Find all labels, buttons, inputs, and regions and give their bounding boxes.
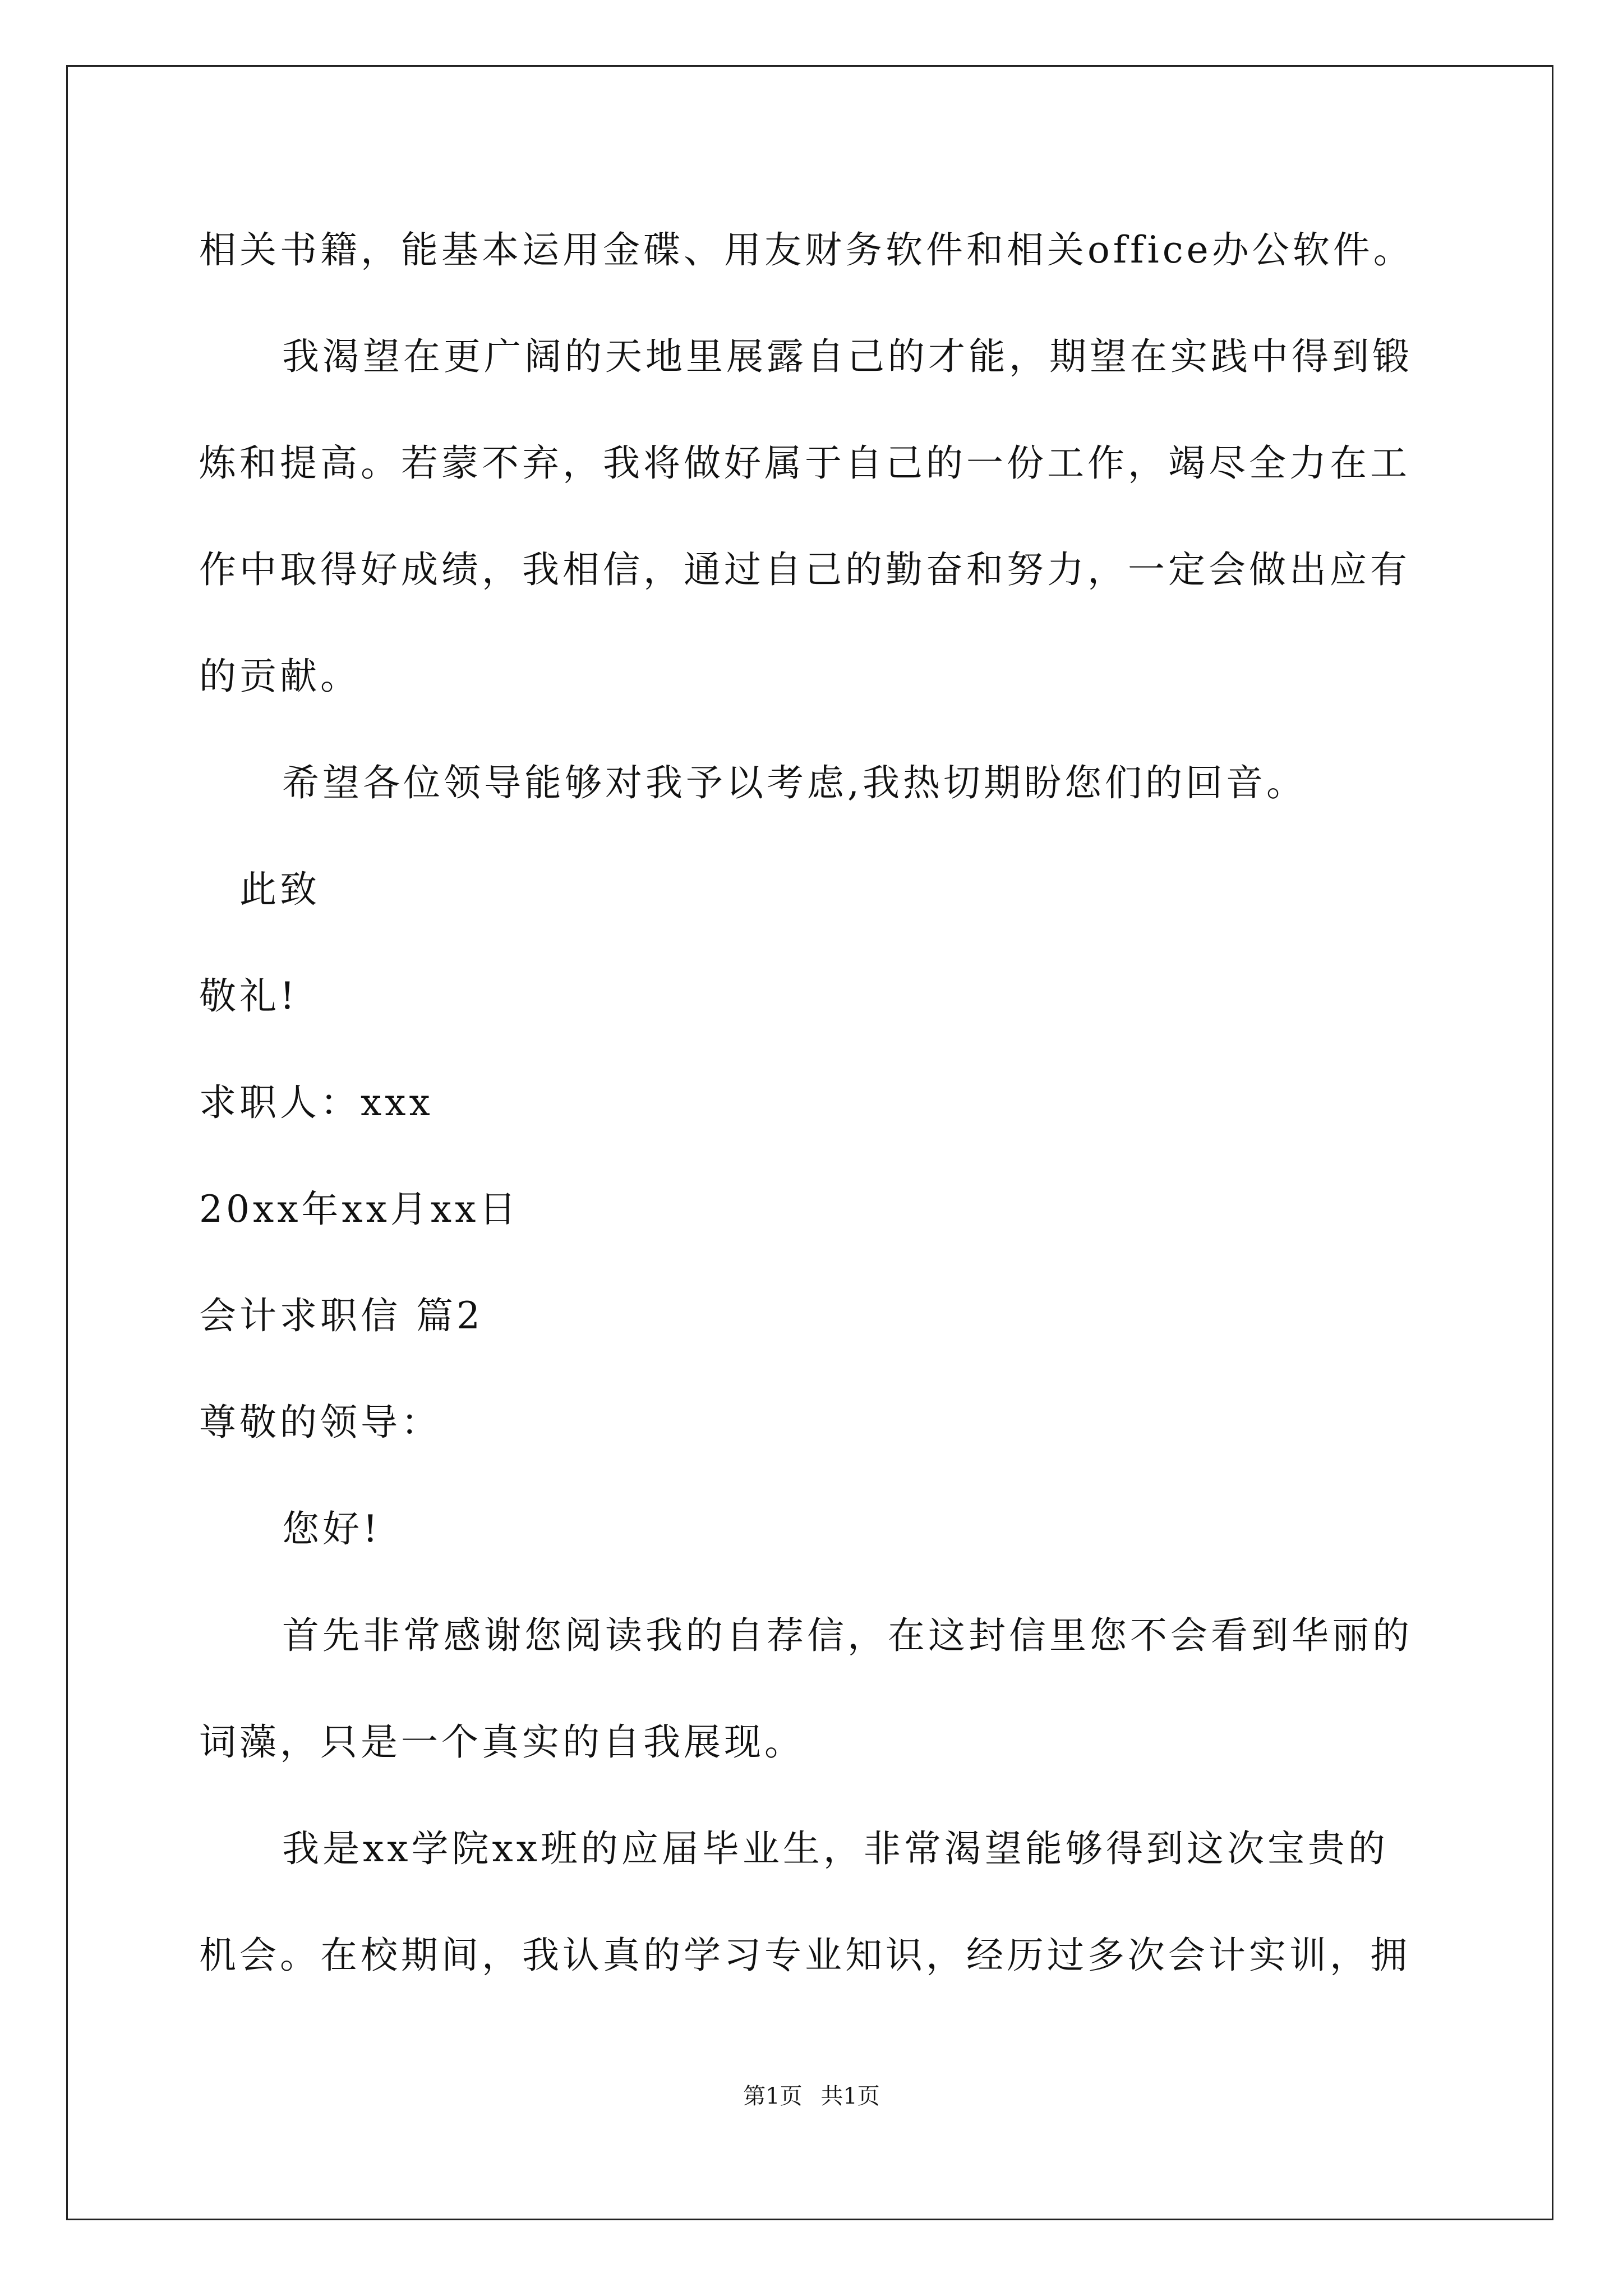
text-line: 的贡献。 <box>199 655 361 698</box>
text-line: 我渴望在更广阔的天地里展露自己的才能，期望在实践中得到锻 <box>282 335 1413 378</box>
closing-salutation: 此致 <box>239 868 320 911</box>
text-line: 首先非常感谢您阅读我的自荐信，在这封信里您不会看到华丽的 <box>282 1614 1413 1657</box>
text-line: 您好! <box>282 1507 381 1550</box>
text-line: 作中取得好成绩，我相信，通过自己的勤奋和努力，一定会做出应有 <box>199 548 1410 591</box>
text-line: 炼和提高。若蒙不弃，我将做好属于自己的一份工作，竭尽全力在工 <box>199 441 1410 485</box>
page-border <box>66 65 1553 2220</box>
page-number: 第1页 <box>743 2083 803 2109</box>
letter-date: 20xx年xx月xx日 <box>199 1188 520 1231</box>
text-line: 相关书籍，能基本运用金碟、用友财务软件和相关office办公软件。 <box>199 228 1414 272</box>
text-line: 词藻，只是一个真实的自我展现。 <box>199 1720 805 1764</box>
applicant-name: 求职人：xxx <box>199 1081 434 1124</box>
page-footer <box>0 2082 1623 2110</box>
greeting: 尊敬的领导： <box>199 1401 441 1444</box>
page-count: 共1页 <box>820 2083 880 2109</box>
text-line: 机会。在校期间，我认真的学习专业知识，经历过多次会计实训，拥 <box>199 1934 1410 1977</box>
text-line: 希望各位领导能够对我予以考虑,我热切期盼您们的回音。 <box>282 761 1307 804</box>
section-title: 会计求职信 篇2 <box>199 1294 483 1337</box>
closing-regards: 敬礼! <box>199 974 298 1018</box>
text-line: 我是xx学院xx班的应届毕业生，非常渴望能够得到这次宝贵的 <box>282 1827 1389 1870</box>
